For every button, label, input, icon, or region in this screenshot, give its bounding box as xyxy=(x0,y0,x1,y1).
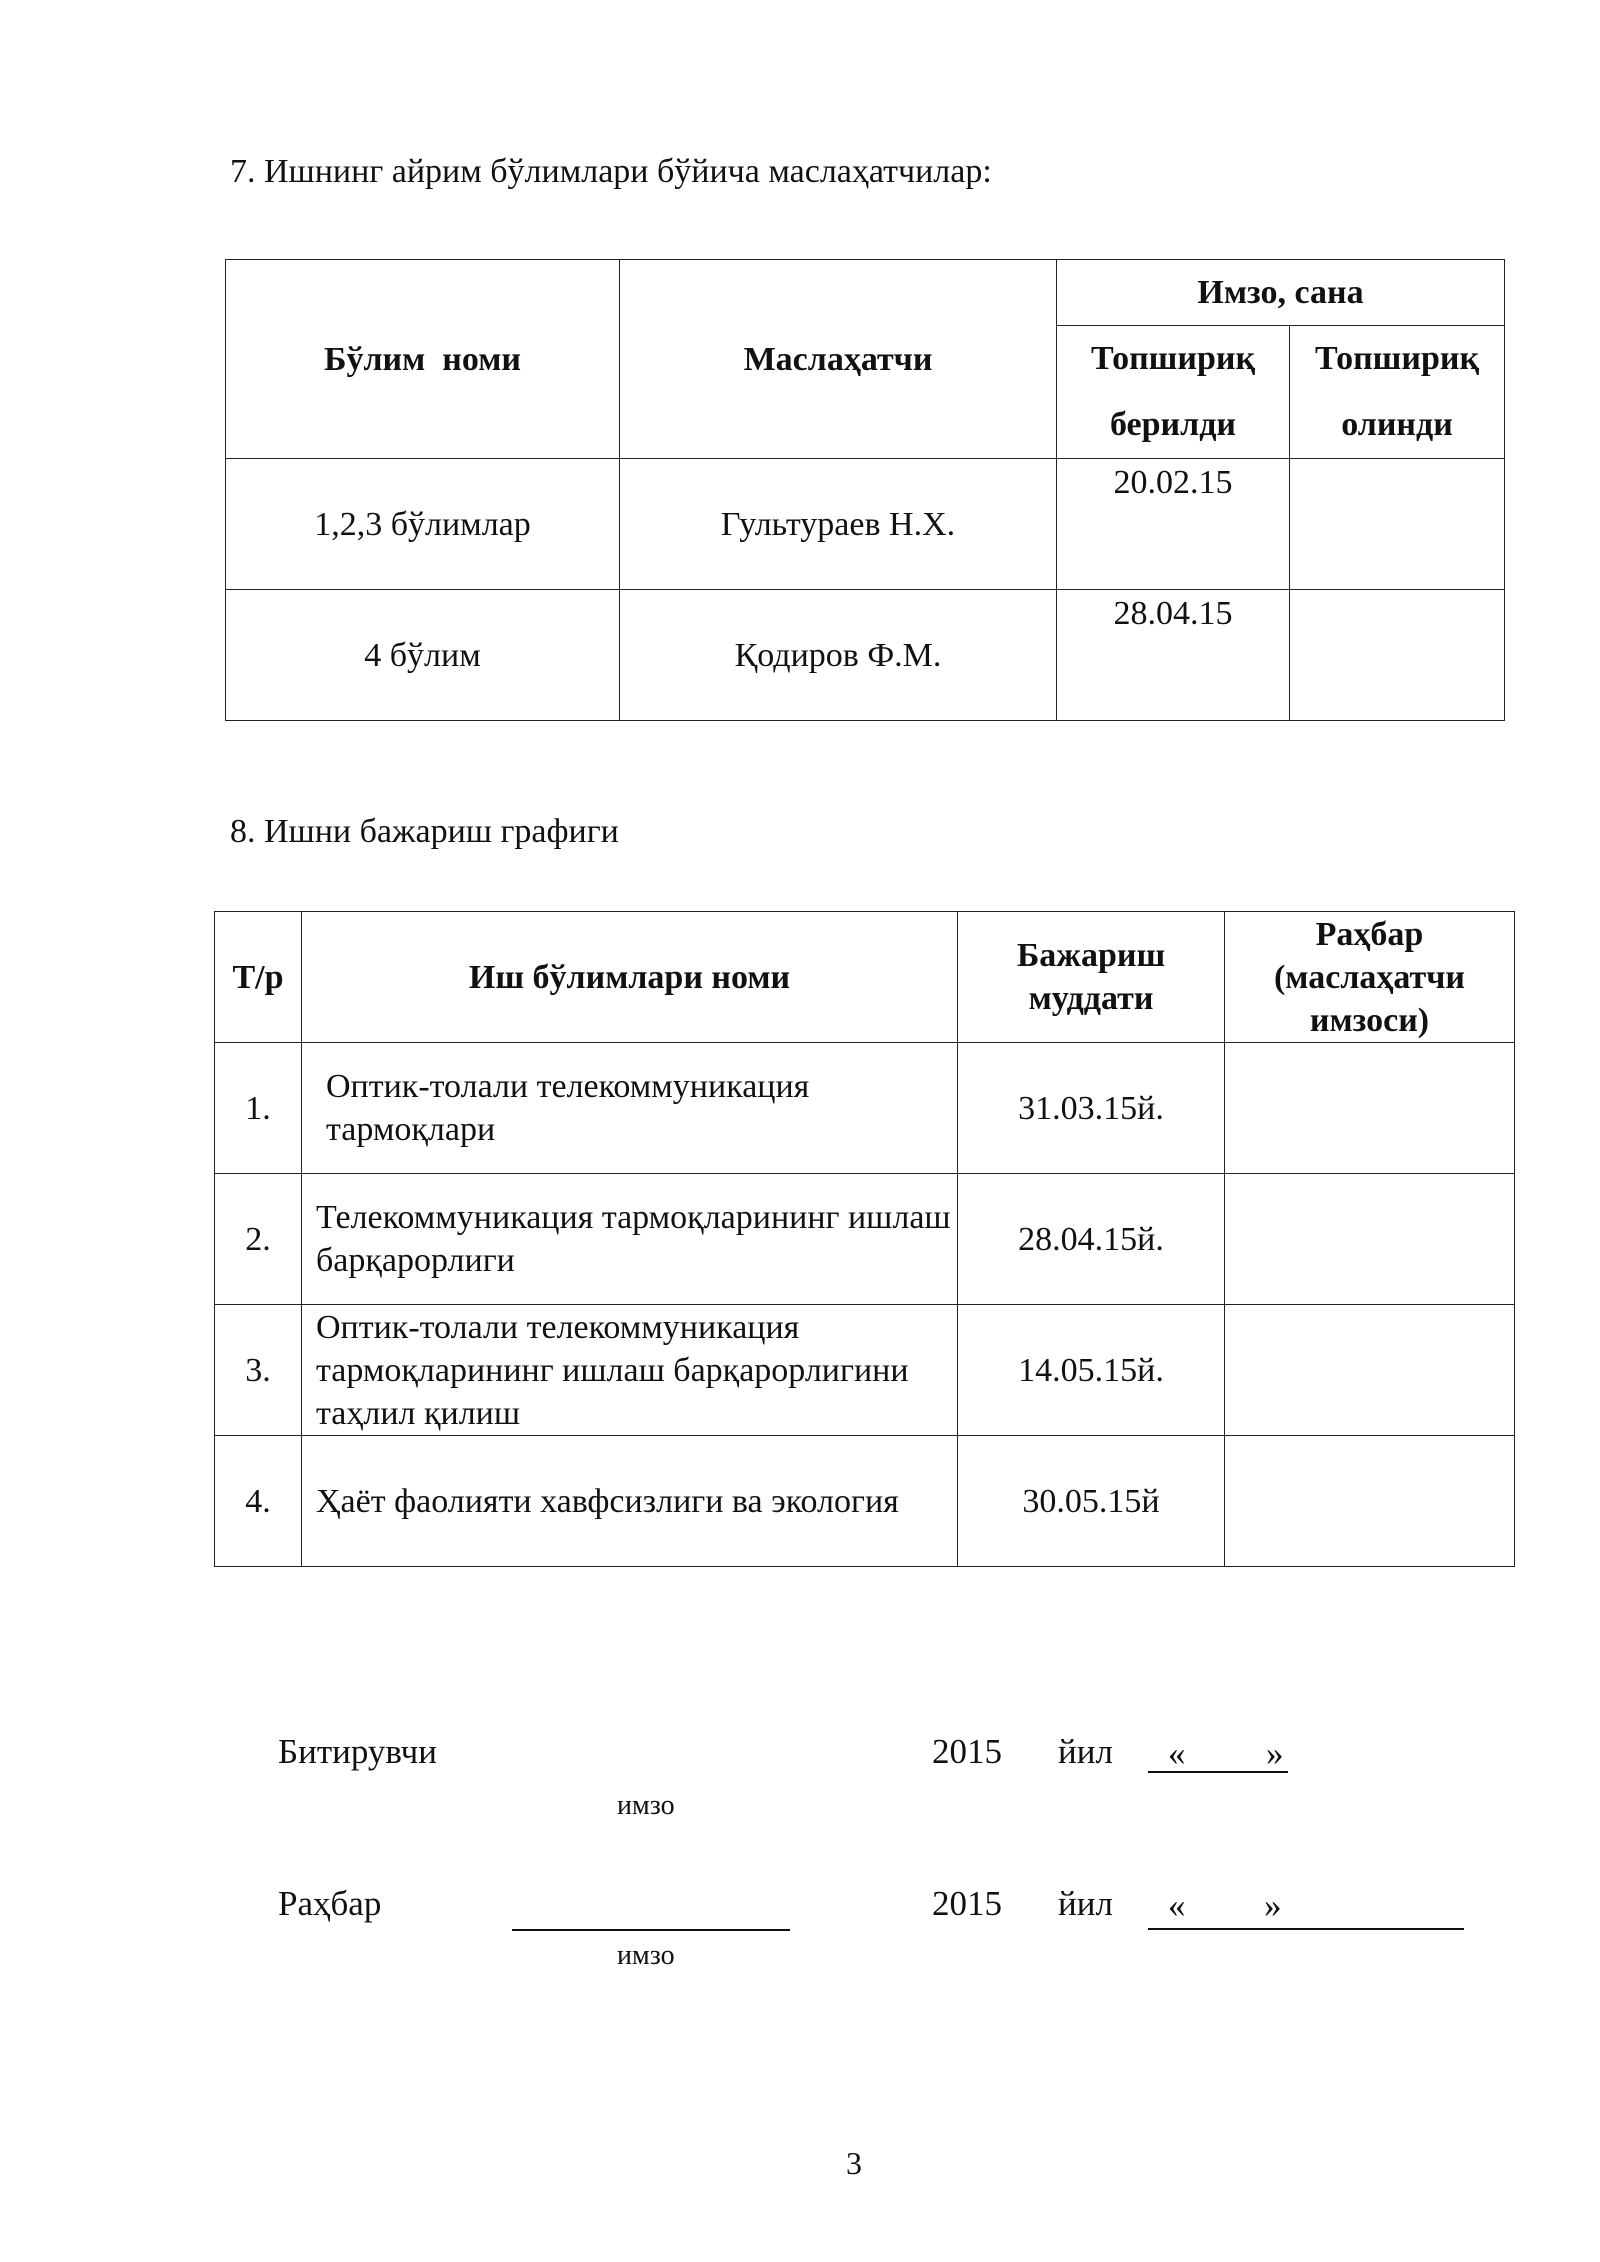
header-task-given: Топшириқ берилди xyxy=(1057,326,1290,459)
header-section-name: Бўлим номи xyxy=(226,260,620,459)
table-row xyxy=(226,590,1505,721)
table-row xyxy=(226,459,1505,590)
table-row xyxy=(215,1174,1515,1305)
row-sign xyxy=(1225,1305,1515,1436)
schedule-table xyxy=(214,911,1515,1567)
section-8-heading: 8. Ишни бажариш графиги xyxy=(230,813,619,850)
section-7-heading: 7. Ишнинг айрим бўлимлари бўйича маслаҳатчилар: xyxy=(230,153,992,190)
graduate-label: Битирувчи xyxy=(278,1732,437,1771)
header-task-received: Топшириқ олинди xyxy=(1290,326,1505,459)
row-deadline: 14.05.15й. xyxy=(958,1305,1225,1436)
row-deadline: 31.03.15й. xyxy=(958,1043,1225,1174)
row-consultant: Қодиров Ф.М. xyxy=(620,590,1057,721)
header-sign-date: Имзо, сана xyxy=(1057,260,1505,326)
row-work-name: Ҳаёт фаолияти хавфсизлиги ва экология xyxy=(302,1436,958,1567)
page-number: 3 xyxy=(846,2145,862,2181)
row-sign xyxy=(1225,1436,1515,1567)
supervisor-year-word: йил xyxy=(1058,1884,1113,1923)
graduate-open-quote: « xyxy=(1168,1734,1186,1773)
row-work-name: Телекоммуникация тармоқларининг ишлаш барқарорлиги xyxy=(302,1174,958,1305)
graduate-year: 2015 xyxy=(932,1732,1002,1771)
row-num: 1. xyxy=(215,1043,302,1174)
row-num: 3. xyxy=(215,1305,302,1436)
row-sign xyxy=(1225,1174,1515,1305)
supervisor-label: Раҳбар xyxy=(278,1884,382,1923)
supervisor-sign-line xyxy=(512,1929,790,1931)
consultants-table xyxy=(225,259,1505,721)
graduate-close-quote: » xyxy=(1266,1734,1284,1773)
supervisor-date-line xyxy=(1148,1928,1464,1930)
supervisor-close-quote: » xyxy=(1264,1886,1282,1925)
row-deadline: 30.05.15й xyxy=(958,1436,1225,1567)
table-row xyxy=(215,1305,1515,1436)
row-deadline: 28.04.15й. xyxy=(958,1174,1225,1305)
row-section: 1,2,3 бўлимлар xyxy=(226,459,620,590)
row-work-name: Оптик-толали телекоммуникация тармоқларининг ишлаш барқарорлигини таҳлил қилиш xyxy=(302,1305,958,1436)
table-row xyxy=(215,1043,1515,1174)
supervisor-sign-caption: имзо xyxy=(617,1940,675,1971)
row-given-date: 20.02.15 xyxy=(1057,459,1290,590)
header-supervisor-sign: Раҳбар (маслаҳатчи имзоси) xyxy=(1225,912,1515,1043)
supervisor-open-quote: « xyxy=(1168,1886,1186,1925)
row-num: 2. xyxy=(215,1174,302,1305)
header-work-name: Иш бўлимлари номи xyxy=(302,912,958,1043)
graduate-sign-caption: имзо xyxy=(617,1790,675,1821)
supervisor-year: 2015 xyxy=(932,1884,1002,1923)
graduate-year-word: йил xyxy=(1058,1732,1113,1771)
header-num: Т/р xyxy=(215,912,302,1043)
row-section: 4 бўлим xyxy=(226,590,620,721)
row-work-name: Оптик-толали телекоммуникация тармоқлари xyxy=(302,1043,958,1174)
row-consultant: Гультураев Н.Х. xyxy=(620,459,1057,590)
header-consultant: Маслаҳатчи xyxy=(620,260,1057,459)
row-sign xyxy=(1225,1043,1515,1174)
graduate-date-line xyxy=(1148,1771,1288,1773)
row-num: 4. xyxy=(215,1436,302,1567)
row-received-date xyxy=(1290,459,1505,590)
row-received-date xyxy=(1290,590,1505,721)
row-given-date: 28.04.15 xyxy=(1057,590,1290,721)
header-deadline: Бажариш муддати xyxy=(958,912,1225,1043)
table-row xyxy=(215,1436,1515,1567)
